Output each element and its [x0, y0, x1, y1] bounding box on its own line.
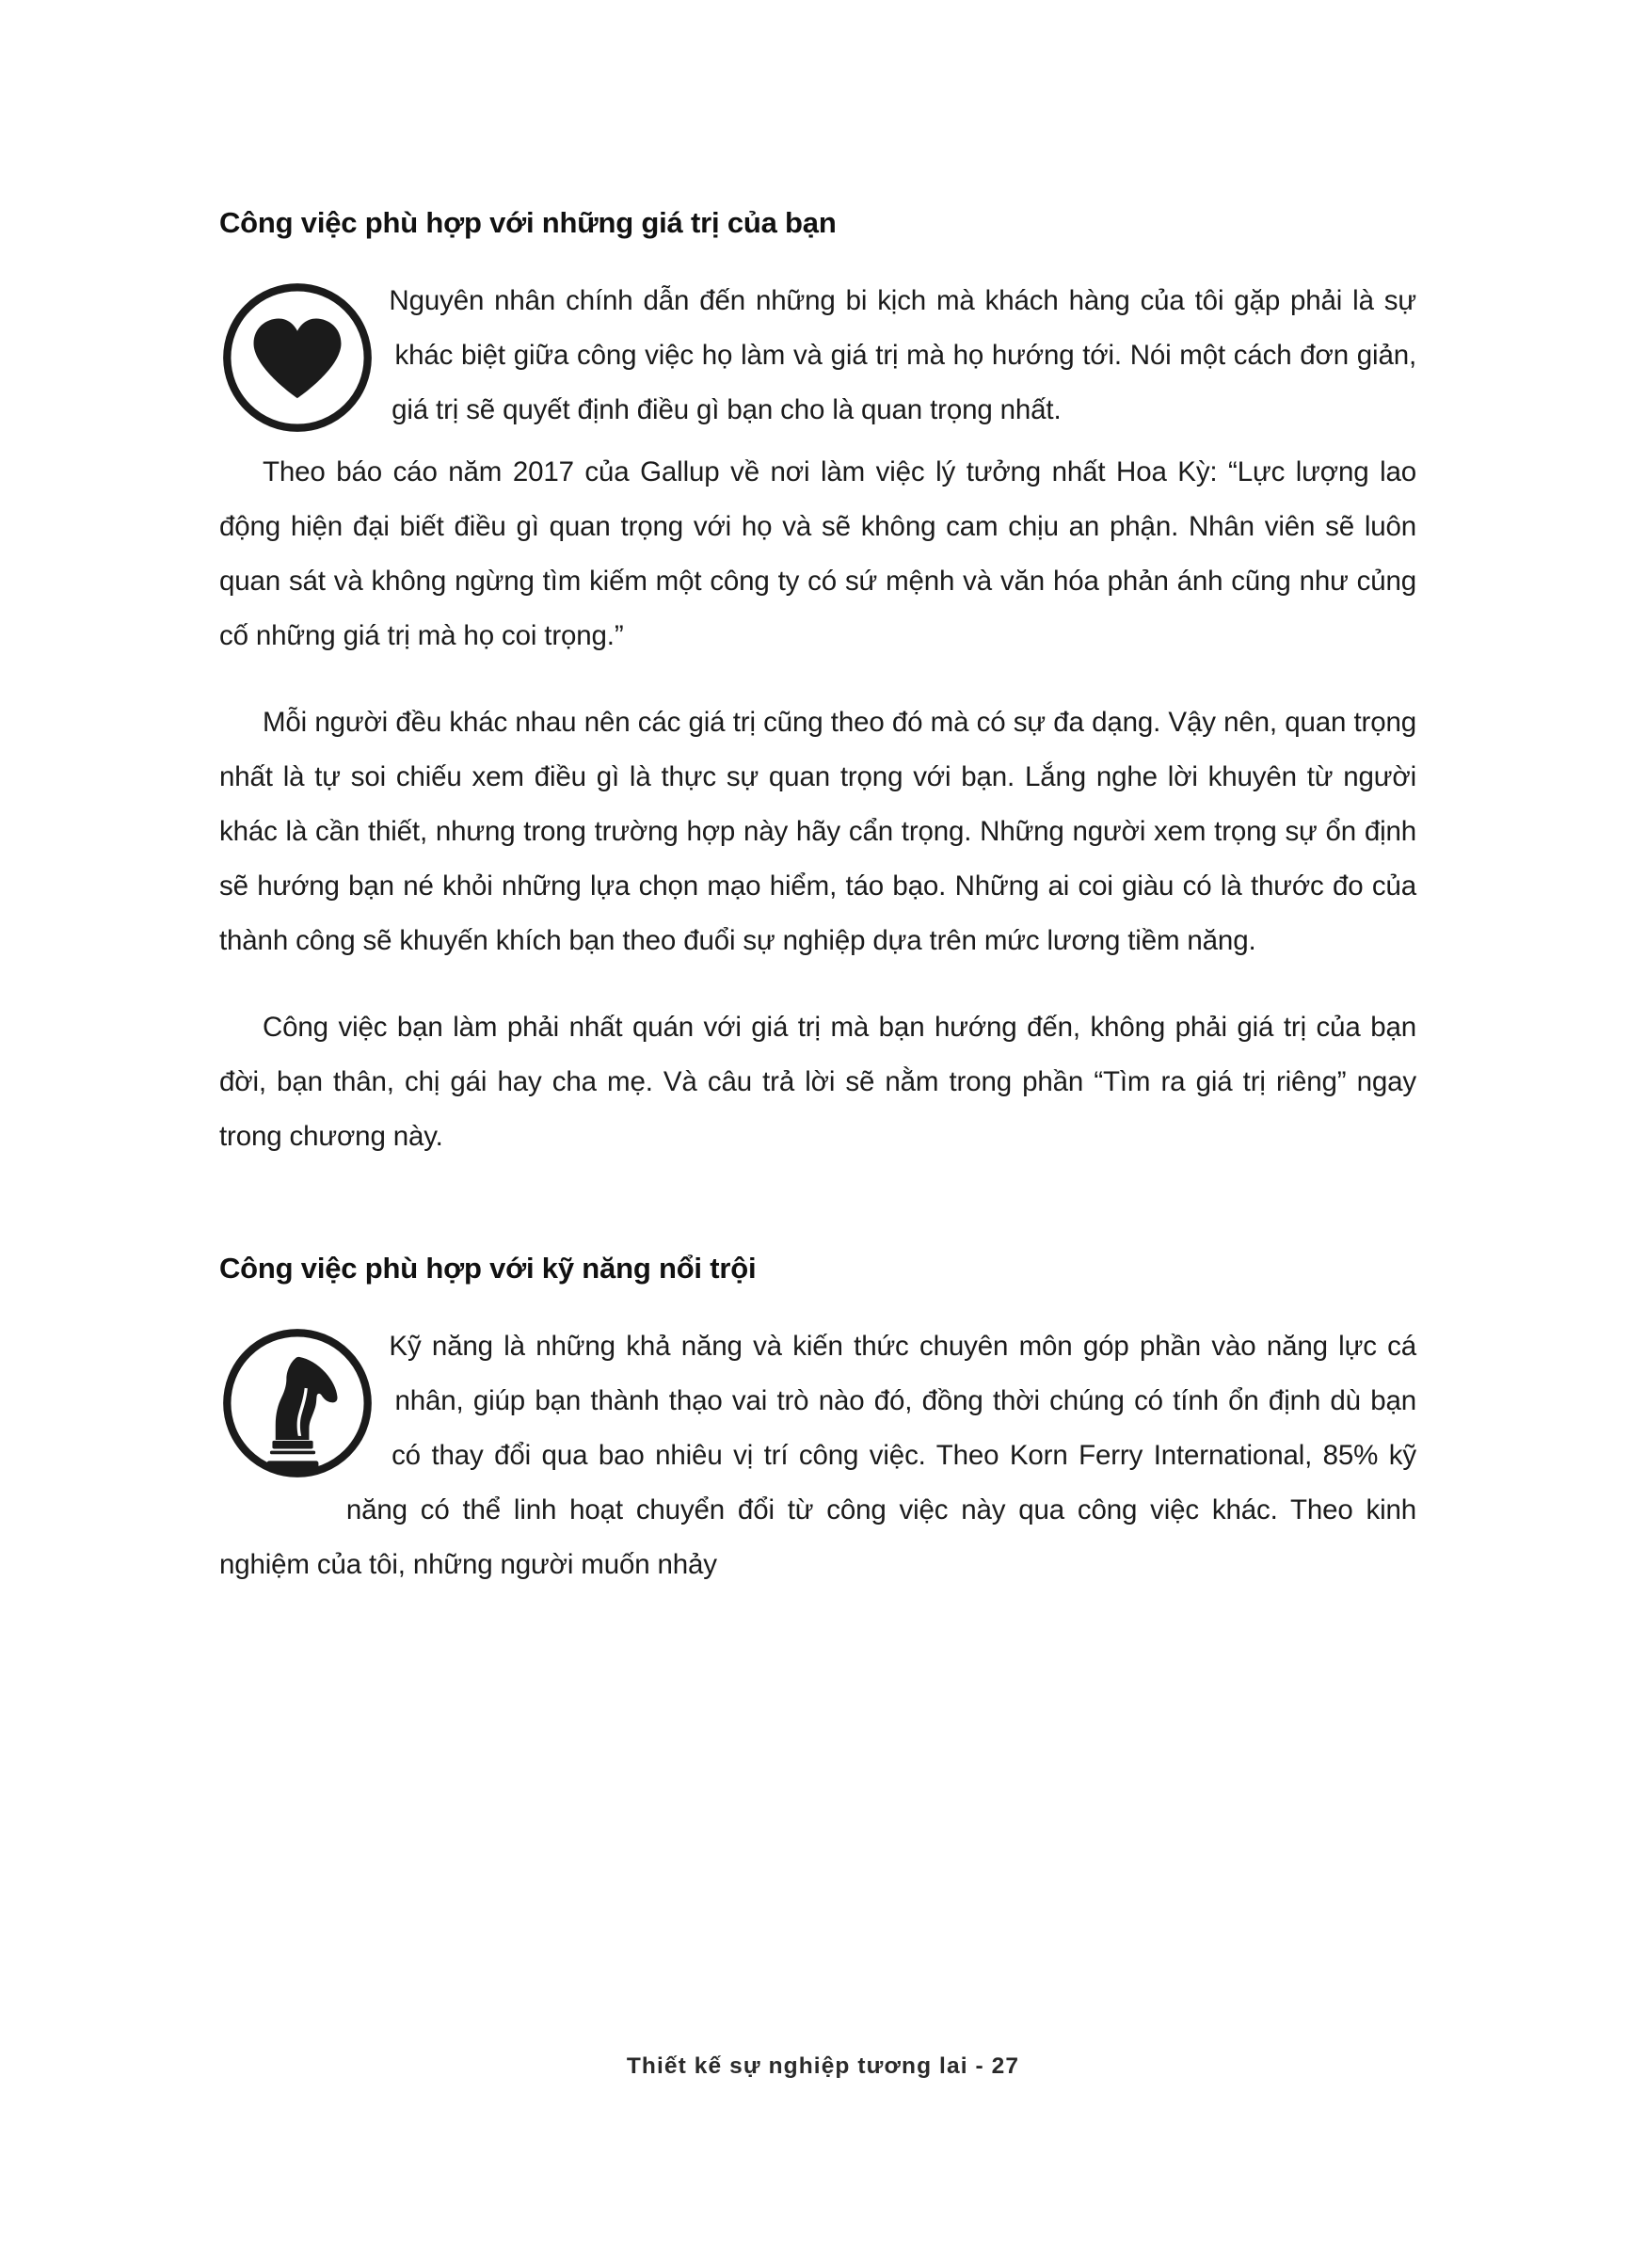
heart-in-circle-icon — [219, 280, 376, 436]
page-content — [219, 205, 1416, 1592]
footer-book-title-and-page: Thiết kế sự nghiệp tương lai - 27 — [626, 2053, 1020, 2079]
chess-knight-in-circle-icon — [219, 1325, 376, 1481]
paragraph-skills-intro: Kỹ năng là những khả năng và kiến thức chuyên môn góp phần vào năng lực cá nhân, giúp bạn thành thạo vai trò nào đó, đồng thời chúng có tính ổn định dù bạn có thay đổi qua bao nhiêu vị trí công việc. Theo Korn Ferry International, 85% kỹ năng có thể linh hoạt chuyển đổi từ công việc này qua công việc khác. Theo kinh nghiệm của tôi, những người muốn nhảy — [219, 1331, 1416, 1581]
section-heading-skills: Công việc phù hợp với kỹ năng nổi trội — [219, 1252, 757, 1286]
paragraph-gallup-report: Theo báo cáo năm 2017 của Gallup về nơi làm việc lý tưởng nhất Hoa Kỳ: “Lực lượng lao động hiện đại biết điều gì quan trọng với họ và sẽ không cam chịu an phận. Nhân viên sẽ luôn quan sát và không ngừng tìm kiếm một công ty có sứ mệnh và văn hóa phản ánh cũng như củng cố những giá trị mà họ coi trọng.” — [219, 456, 1416, 652]
icon-paragraph-block-skills — [219, 1319, 1416, 1592]
paragraph-value-alignment: Công việc bạn làm phải nhất quán với giá trị mà bạn hướng đến, không phải giá trị của bạn đời, bạn thân, chị gái hay cha mẹ. Và câu trả lời sẽ nằm trong phần “Tìm ra giá trị riêng” ngay trong chương này. — [219, 1012, 1416, 1153]
paragraph-personal-values: Mỗi người đều khác nhau nên các giá trị cũng theo đó mà có sự đa dạng. Vậy nên, quan trọng nhất là tự soi chiếu xem điều gì là thực sự quan trọng với bạn. Lắng nghe lời khuyên từ người khác là cần thiết, nhưng trong trường hợp này hãy cẩn trọng. Những người xem trọng sự ổn định sẽ hướng bạn né khỏi những lựa chọn mạo hiểm, táo bạo. Những ai coi giàu có là thước đo của thành công sẽ khuyến khích bạn theo đuổi sự nghiệp dựa trên mức lương tiềm năng. — [219, 707, 1416, 957]
section-heading-values: Công việc phù hợp với những giá trị của bạn — [219, 206, 837, 239]
paragraph-values-intro: Nguyên nhân chính dẫn đến những bi kịch mà khách hàng của tôi gặp phải là sự khác biệt giữa công việc họ làm và giá trị mà họ hướng tới. Nói một cách đơn giản, giá trị sẽ quyết định điều gì bạn cho là quan trọng nhất. — [389, 285, 1416, 426]
icon-paragraph-block-values — [219, 274, 1416, 445]
page-footer — [0, 2053, 1646, 2080]
